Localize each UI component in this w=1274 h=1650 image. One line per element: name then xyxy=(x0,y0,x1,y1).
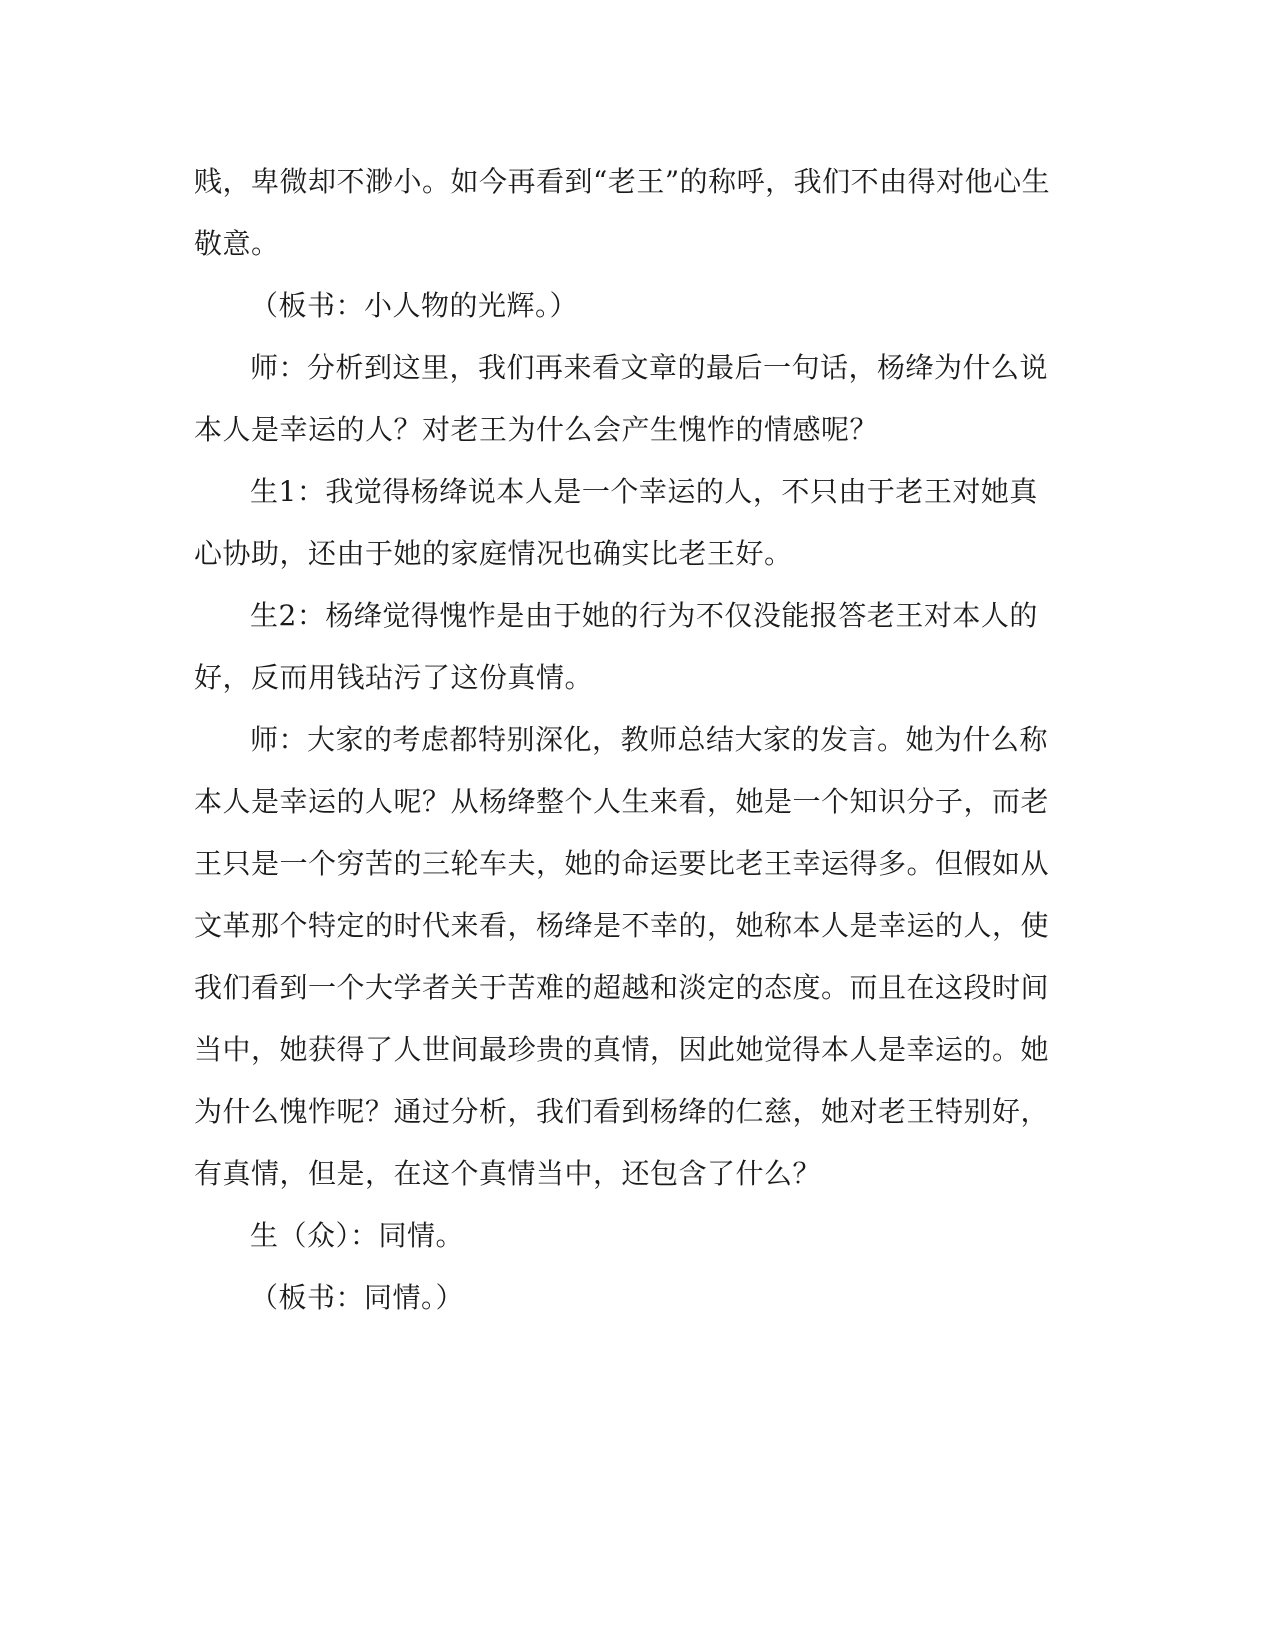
board-note: （板书：同情。） xyxy=(250,1281,465,1314)
text-line: 当中，她获得了人世间最珍贵的真情，因此她觉得本人是幸运的。她 xyxy=(194,1033,1050,1066)
text-line: 好，反而用钱玷污了这份真情。 xyxy=(194,661,594,694)
board-note: （板书：小人物的光辉。） xyxy=(250,289,579,322)
students-answer: 生（众）：同情。 xyxy=(250,1219,465,1252)
text-line: 贱，卑微却不渺小。如今再看到“老王”的称呼，我们不由得对他心生 xyxy=(194,165,1051,198)
teacher-paragraph-start: 师：分析到这里，我们再来看文章的最后一句话，杨绛为什么说 xyxy=(250,351,1049,384)
student-1-paragraph-start: 生1：我觉得杨绛说本人是一个幸运的人，不只由于老王对她真 xyxy=(250,475,1038,508)
text-line: 本人是幸运的人？对老王为什么会产生愧怍的情感呢？ xyxy=(194,413,879,446)
text-line: 敬意。 xyxy=(194,227,280,260)
text-line: 王只是一个穷苦的三轮车夫，她的命运要比老王幸运得多。但假如从 xyxy=(194,847,1050,880)
teacher-summary-paragraph-start: 师：大家的考虑都特别深化，教师总结大家的发言。她为什么称 xyxy=(250,723,1049,756)
text-line: 有真情，但是，在这个真情当中，还包含了什么？ xyxy=(194,1157,822,1190)
student-2-paragraph-start: 生2：杨绛觉得愧怍是由于她的行为不仅没能报答老王对本人的 xyxy=(250,599,1038,632)
text-line: 我们看到一个大学者关于苦难的超越和淡定的态度。而且在这段时间 xyxy=(194,971,1050,1004)
text-line: 本人是幸运的人呢？从杨绛整个人生来看，她是一个知识分子，而老 xyxy=(194,785,1050,818)
text-line: 心协助，还由于她的家庭情况也确实比老王好。 xyxy=(194,537,793,570)
text-line: 为什么愧怍呢？通过分析，我们看到杨绛的仁慈，她对老王特别好， xyxy=(194,1095,1050,1128)
text-line: 文革那个特定的时代来看，杨绛是不幸的，她称本人是幸运的人，使 xyxy=(194,909,1050,942)
